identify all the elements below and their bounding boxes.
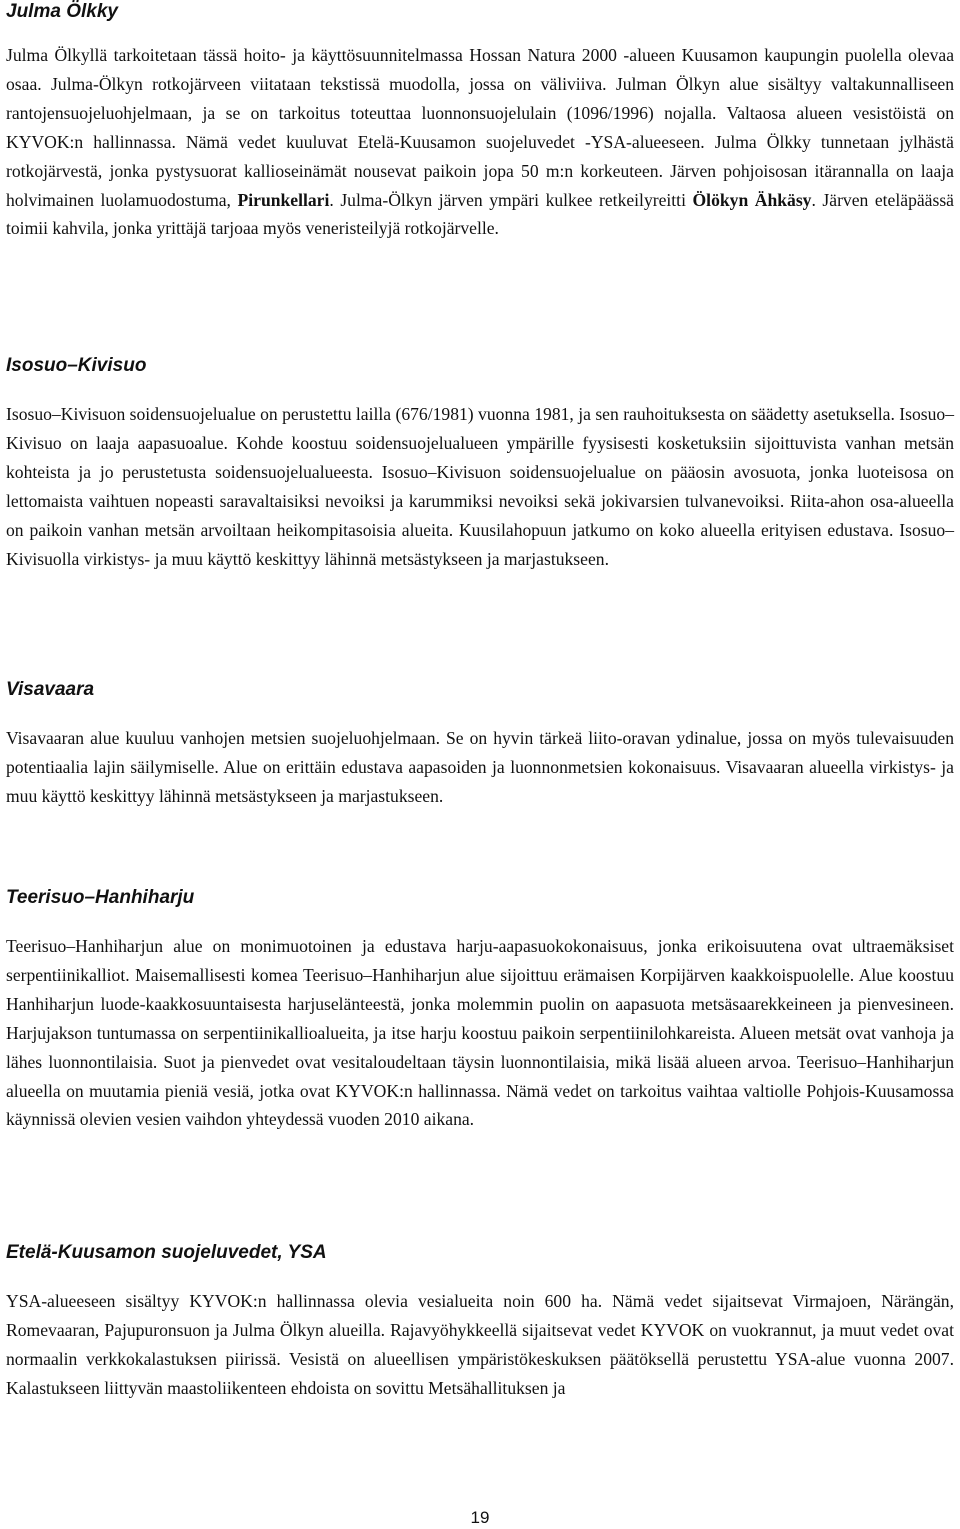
section-teerisuo-hanhiharju	[6, 886, 954, 1134]
paragraph-julma-olkky	[6, 41, 954, 243]
section-julma-olkky	[6, 0, 954, 243]
heading-isosuo-kivisuo: Isosuo–Kivisuo	[6, 355, 147, 376]
section-isosuo-kivisuo	[6, 354, 954, 573]
heading-etela-kuusamo-ysa: Etelä-Kuusamon suojeluvedet, YSA	[6, 1242, 327, 1263]
paragraph-text: . Julma-Ölkyn järven ympäri kulkee retkeilyreitti	[329, 189, 693, 210]
bold-term-pirunkellari: Pirunkellari	[237, 189, 330, 210]
section-etela-kuusamo-ysa	[6, 1241, 954, 1403]
heading-visavaara: Visavaara	[6, 679, 95, 700]
section-visavaara	[6, 678, 954, 811]
paragraph-isosuo-kivisuo: Isosuo–Kivisuon soidensuojelualue on perustettu lailla (676/1981) vuonna 1981, ja sen rauhoituksesta on säädetty asetuksella. Isosuo–Kivisuo on laaja aapasuoalue. Kohde koostuu soidensuojelualueen ympärille fyysisesti kosketuksiin sijoittuvista vanhan metsän kohteista ja jo perustetusta soidensuojelualueesta. Isosuo–Kivisuon soidensuojelualue on pääosin avosuota, jonka luoteisosa on lettomaista vaihtuen nopeasti saravaltaisiksi nevoiksi ja karummiksi nevoiksi sekä jokivarsien tulvanevoiksi. Riita-ahon osa-alueella on paikoin vanhan metsän arvoiltaan heikompitasoisia alueita. Kuusilahopuun jatkumo on koko alueella erityisen edustava. Isosuo–Kivisuolla virkistys- ja muu käyttö keskittyy lähinnä metsästykseen ja marjastukseen.	[6, 404, 954, 569]
paragraph-teerisuo-hanhiharju: Teerisuo–Hanhiharjun alue on monimuotoinen ja edustava harju-aapasuokokonaisuus, jonka erikoisuutena ovat ultraemäksiset serpentiinikalliot. Maisemallisesti komea Teerisuo–Hanhiharjun alue sijoittuu erämaisen Korpijärven kaakkoispuolelle. Alue koostuu Hanhiharjun luode-kaakkosuuntaisesta harjuselänteestä, jonka molemmin puolin on aapasuota metsäsaarekkeineen ja pienvesineen. Harjujakson tuntumassa on serpentiinikallioalueita, ja itse harju koostuu paikoin serpentiinilohkareista. Alueen metsät ovat vanhoja ja lähes luonnontilaisia. Suot ja pienvedet ovat vesitaloudeltaan täysin luonnontilaisia, mikä lisää alueen arvoa. Teerisuo–Hanhiharjun alueella on muutamia pieniä vesiä, jotka ovat KYVOK:n hallinnassa. Nämä vedet on tarkoitus vaihtaa valtiolle Pohjois-Kuusamossa käynnissä olevien vesien vaihdon yhteydessä vuoden 2010 aikana.	[6, 936, 954, 1130]
page-number: 19	[470, 1508, 490, 1527]
paragraph-etela-kuusamo-ysa: YSA-alueeseen sisältyy KYVOK:n hallinnassa olevia vesialueita noin 600 ha. Nämä vedet sijaitsevat Virmajoen, Närängän, Romevaaran, Pajupuronsuon ja Julma Ölkyn alueilla. Rajavyöhykkeellä sijaitsevat vedet KYVOK on vuokrannut, ja muut vedet ovat normaalin verkkokalastuksen piirissä. Vesistä on alueellisen ympäristökeskuksen päätöksellä perustettu YSA-alue vuonna 2007. Kalastukseen liittyvän maastoliikenteen ehdoista on sovittu Metsähallituksen ja	[6, 1291, 954, 1398]
heading-teerisuo-hanhiharju: Teerisuo–Hanhiharju	[6, 887, 195, 908]
bold-term-trail-name: Ölökyn Ähkäsy	[692, 189, 812, 210]
paragraph-text: . Järven eteläpäässä toimii kahvila, jonka yrittäjä tarjoaa myös veneristeilyjä rotkojärvelle.	[6, 189, 954, 239]
paragraph-visavaara: Visavaaran alue kuuluu vanhojen metsien suojeluohjelmaan. Se on hyvin tärkeä liito-oravan ydinalue, jossa on myös tulevaisuuden potentiaalia lajin säilymiselle. Alue on erittäin edustava aapasoiden ja luonnonmetsien kokonaisuus. Visavaaran alueella virkistys- ja muu käyttö keskittyy lähinnä metsästykseen ja marjastukseen.	[6, 728, 954, 806]
paragraph-text: Julma Ölkyllä tarkoitetaan tässä hoito- ja käyttösuunnitelmassa Hossan Natura 2000 -alueen Kuusamon kaupungin puolella olevaa osaa. Julma-Ölkyn rotkojärveen viitataan tekstissä muodolla, jossa on väliviiva. Julman Ölkyn alue sisältyy valtakunnalliseen rantojensuojeluohjelmaan, ja se on tarkoitus toteuttaa luonnonsuojelulain (1096/1996) nojalla. Valtaosa alueen vesistöistä on KYVOK:n hallinnassa. Nämä vedet kuuluvat Etelä-Kuusamon suojeluvedet -YSA-alueeseen. Julma Ölkky tunnetaan jylhästä rotkojärvestä, jonka pystysuorat kallioseinämät nousevat paikoin jopa 50 m:n korkeuteen. Järven pohjoisosan itärannalla on laaja holvimainen luolamuodostuma,	[6, 45, 954, 210]
heading-julma-olkky: Julma Ölkky	[6, 1, 118, 22]
